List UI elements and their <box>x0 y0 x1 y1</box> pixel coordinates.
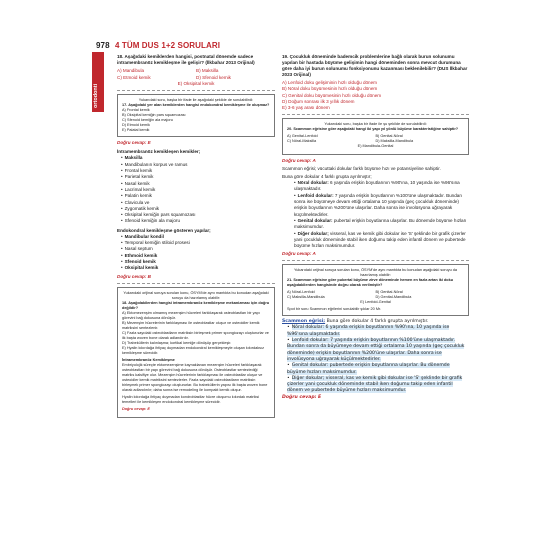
list-item: • Sfenoid kemiğin ala majoru <box>121 218 275 224</box>
point-text: 6 yaşında erişkin boyutlarının %90'ına, 10 yaşında ise %96'sına ulaşmaktadır. <box>294 180 460 192</box>
chapter-tab-label: ortodonti <box>93 83 99 108</box>
list-item: • Zygomatik kemik <box>121 206 275 212</box>
option: D) Doğum sonrası ilk 3 yıllık dönem <box>282 98 355 104</box>
point-label: Genital dokular: <box>297 217 333 223</box>
endochondral-title: Endokondral kemikleşme gösteren yapılar; <box>117 227 211 233</box>
box-paragraph: Embriyolojik süreçte ektomezenşime kaynaklanan mezenşim hücreleri farklılaşarak osteoblastları bir yapı görevini bağ dokusuna dönüşür. Osteoblastlar sentezlediği matriks kalsifiye olur. Mezenşim hücrelerinin farklılaşması ile osteoblastlar oluşur ve osteoidler kemik matriksini sentezlerler. Fazla sayıdaki osteoblastların matriksin birleşmek primer spongiozayı oluştururlar. Bu trabeküllerin yapısı ilk başta woven bone olarak adlandırılır; daha sonra ise remodeling ile kompakt kemik oluşur. <box>122 362 268 392</box>
variant-question-box <box>117 287 275 418</box>
point-label: Nöral dokular: <box>297 180 329 186</box>
alternate-question-box <box>282 118 469 155</box>
option: C) Etmoid kemik <box>117 74 151 80</box>
handwritten-explanation <box>282 319 469 400</box>
right-column <box>282 54 469 401</box>
box-option: C) Fazla sayıdaki osteoblastların matriksin birleşmek primer spongiozayı oluştururlar ve ilk başta woven bone olarak adlandırılır. <box>122 330 269 340</box>
point-text: 7 yaşında erişkin boyutlarının %100'üne ulaşmaktadır. Bundan sonra ise büyümeye devam ettiği ortalama 10 yaşında (geç çocukluk döneminde) erişkin boyutlarının %200'üne ulaşırlar. Daha sonra ise involüsyona uğrayarak küçülmektedirler. <box>294 192 462 217</box>
box-option: B) Genital-Nöral <box>375 133 403 138</box>
answer-label: Doğru cevap: A <box>282 157 316 163</box>
box-option: A) Nöral-Lenfoid <box>287 290 315 295</box>
list-item: • Palatin kemik <box>121 193 275 199</box>
answer-label: Doğru cevap: E <box>282 394 322 400</box>
point-label: Diğer dokular; <box>297 230 329 236</box>
box-option: E) Hyalin kıkırdağa ihtiyaç duymadan endokondral kemikleşmeyle oluşan kıkırdaksız kemikleşme sürecidir. <box>122 345 265 355</box>
box-question: 17. Aşağıdaki yer alan kemiklerden hangisi endokondral kemikleşme ile oluşmaz? <box>122 103 270 108</box>
intramembranous-title: İntramembranöz kemikleşen kemikler; <box>117 149 201 155</box>
box-question: 20. Scammon eğrisine göre aşağıdaki hangi iki yapı yıl yönlü büyüme karakteristiğine sahiptir? <box>287 126 459 131</box>
option: D) Sfenoid kemik <box>196 74 231 80</box>
list-item: • Parietal kemik <box>121 174 275 180</box>
list-item: • Lacrimal kemik <box>121 187 275 193</box>
answer-label: Doğru cevap: B <box>117 273 151 279</box>
hand-point <box>287 376 469 395</box>
option: B) Nöral doku büyümesinin hızlı olduğu dönem <box>282 86 378 92</box>
answer-label: Doğru cevap: E <box>122 406 150 411</box>
hand-points <box>287 325 469 394</box>
scammon-point <box>294 231 469 250</box>
hand-point <box>287 363 469 376</box>
scammon-intro <box>282 166 469 172</box>
page-header <box>96 41 220 50</box>
scammon-point <box>294 180 469 193</box>
list-item: • Nasal kemik <box>121 181 275 187</box>
option: E) Oksipital kemik <box>177 80 215 86</box>
scammon-point <box>294 193 469 218</box>
list-item: • Frontal kemik <box>121 168 275 174</box>
question-18-options <box>117 68 275 87</box>
box-options <box>287 134 464 149</box>
box-option: A) Genital-Lenfoid <box>287 133 318 138</box>
point-text: visseral, kas ve kemik gibi dokular ise 'S' şeklinde bir grafik çizerler yani çocukluk döneminde stabil iken doğumu takip eden infantil dönem ve pubertede büyüme hızları maksimumdur. <box>294 230 466 249</box>
box-option: C) Nöral-Maksilla <box>287 138 317 143</box>
list-item: • Oksipital kemiğin pars squamozası <box>121 212 275 218</box>
box-title: Yukarıdaki orijinal soruya sorulan konu, ÖSYM'de aynı mantıkta bu konudan aşağıdaki soruyu da hazırlamış olabilir: <box>293 268 458 278</box>
chapter-side-tab <box>92 52 104 112</box>
hand-point-text: Diğer dokular; visseral, kas ve kemik gibi dokular ise 'S' şeklinde bir grafik çizerler yani çocukluk döneminde stabil iken doğumu takip eden infantil dönem ve pubertede büyüme hızları maksimumdur. <box>287 375 463 394</box>
variant-question-box <box>282 264 469 316</box>
point-label: Lenfoid dokular: <box>297 192 334 198</box>
hand-point-text: Lenfoid dokular: 7 yaşında erişkin boyutlarının %100'üne ulaşmaktadır. Bundan sonra da büyümeye devam ettiği ortalama 10 yaşında (geç çocukluk döneminde) erişkin boyutlarının %200'üne ulaşırlar. Daha sonra ise involüsyona uğrayarak küçülmektedirler. <box>287 338 465 362</box>
box-option: A) Frontal kemik <box>122 108 150 113</box>
box-option: D) Trabeküllerin kalınlaşma; kortikal kemiğe dönüşüp gerçekleşir. <box>122 340 232 345</box>
box-option: D) Maksilla-Mandibula <box>375 138 414 143</box>
divider <box>117 283 275 284</box>
box-title: Yukarıdaki soru, başka bir ifade ile aşağıdaki şekilde de sorulabilirdi: <box>138 98 254 103</box>
box-title: Yukarıdaki orijinal soruya sorulan konu, ÖSYM'de aynı mantıkta bu konudan aşağıdaki soruyu da hazırlamış olabilir: <box>123 290 269 300</box>
box-option: C) Sfenoid kemiğin ala majoru <box>122 118 173 123</box>
box-option: D) Genital-Mandibula <box>375 295 412 300</box>
box-option: A) Ektomezenşim olmamış mezenşim hücreleri farklılaşarak osteoblastları bir yapı görevini bağ dokusuna dönüşür. <box>122 310 260 320</box>
box-option: B) Genital-Nöral <box>375 290 403 295</box>
box-footnote: Spot bir soru Scammon eğrilerini sorulabilir şıklar 20 Mr. <box>287 307 382 312</box>
list-item: • Mandibular kondil <box>121 234 275 240</box>
hand-point-text: Nöral dokular: 6 yaşında erişkin boyutlarının %90'ına, 10 yaşında ise %96'sına ulaşmaktadır. <box>287 325 450 337</box>
box-option: B) Mezenşim hücrelerinin farklılaşması ile osteoblastlar oluşur ve osteoidler kemik matriksini sentezlenir. <box>122 320 260 330</box>
scammon-intro-text: Scammon eğrisi; vücuttaki dokular farklı büyüme hızı ve potansiyeline sahiptir. <box>282 165 441 171</box>
list-item: • Mandibulanın korpus ve ramus <box>121 162 275 168</box>
page-number: 978 <box>96 41 110 50</box>
option: B) Maksilla <box>196 68 219 74</box>
option: C) Genital doku büyümesinin hızlı olduğu dönem <box>282 92 382 98</box>
hand-intro-text: Buna göre dokular 4 farklı grupta ayrılmıştır. <box>326 319 429 325</box>
box-subtitle: İntramembranöz Kemikleşme <box>122 357 175 362</box>
question-18-text: 18. Aşağıdaki kemiklerden hangisi, postnatal dönemde sadece intramembranöz kemikleşme ile gelişir? (İlkbahar 2013 Orijinal) <box>117 54 255 66</box>
box-question: 18. Aşağıdakilerden hangisi intramembranöz kemikleşme mekanizması için doğru değildir? <box>122 300 270 310</box>
scammon-lead: Buna göre dokular 4 farklı grupta ayrılmıştır; <box>282 174 372 180</box>
question-19-text: 19. Çocukluk döneminde bademcik problemlerine bağlı olarak burun solunumu yapılan bir hastada büyüme gelişimin hangi döneminden sonra mevcut durumuna göre daha iyi burun solunumu fonksiyonunu kazanması beklenilebilir? (DUS İlkbahar 2023 Orijinal) <box>282 54 468 78</box>
list-item: • Ethmoid kemik <box>121 253 275 259</box>
box-option: B) Oksipital kemiğin pars squamozası <box>122 113 186 118</box>
option: A) Mandibula <box>117 68 145 74</box>
point-text: pubertal erişkin boyutlarına ulaşırlar. Bu dönemde büyüme hızları maksimumdur. <box>294 217 467 230</box>
option: A) Lenfoid doku gelişiminin hızlı olduğu dönem <box>282 80 377 86</box>
list-item: • Maksilla <box>121 155 275 161</box>
answer-label: Doğru cevap: E <box>117 140 151 146</box>
scammon-point <box>294 218 469 231</box>
intramembranous-list <box>121 155 275 224</box>
box-option: E) Palatal kemik <box>122 128 150 133</box>
box-option: D) Etmoid kemik <box>122 123 150 128</box>
box-title: Yukarıdaki soru, başka bir ifade ile şu şekilde de sorulabilirdi: <box>324 121 427 126</box>
box-paragraph: Hyalin kıkırdağa ihtiyaç duymadan kondroblastlar hücre oluşumu kıkırdak matriksi temelleri ile kemikleşen endokondral kemikleşme sürecidir. <box>122 394 260 404</box>
box-option: C) Maksilla-Mandibula <box>287 295 325 300</box>
left-column <box>117 54 275 421</box>
series-title: 4 TÜM DUS 1+2 SORULARI <box>114 41 221 50</box>
hand-point <box>287 325 469 338</box>
divider <box>282 114 469 115</box>
hand-intro-label: Scammon eğrisi; <box>282 319 326 325</box>
hand-point-text: Genital dokular: pubertede erişkin boyutlarına ulaşırlar. Bu dönemde büyüme hızları maksimumdur. <box>287 363 450 375</box>
box-question: 21. Scammon eğrisine göre pubertal büyüme zirve döneminde hemen en fazla artan iki doku aşağıdakilerden hangisinde doğru olarak verilmiştir? <box>287 278 454 288</box>
list-item: • Clavicula ve <box>121 200 275 206</box>
option: E) 3-6 yaş arası dönem <box>282 104 330 110</box>
box-option: E) Lenfoid-Genital <box>360 300 391 305</box>
hand-point <box>287 338 469 363</box>
scammon-points <box>288 180 469 249</box>
endochondral-list <box>121 234 275 272</box>
question-19-options <box>282 80 469 110</box>
alternate-question-box <box>117 94 275 137</box>
list-item: • Sfenoid kemik <box>121 259 275 265</box>
divider <box>117 90 275 91</box>
list-item: • Oksipital kemik <box>121 265 275 271</box>
list-item: • Nasal septum <box>121 246 275 252</box>
answer-label: Doğru cevap: A <box>282 251 316 257</box>
box-option: E) Mandibula-Genital <box>357 143 394 148</box>
list-item: • Temporal kemiğin stiloid prosesi <box>121 240 275 246</box>
box-options <box>287 290 464 305</box>
divider <box>282 260 469 261</box>
